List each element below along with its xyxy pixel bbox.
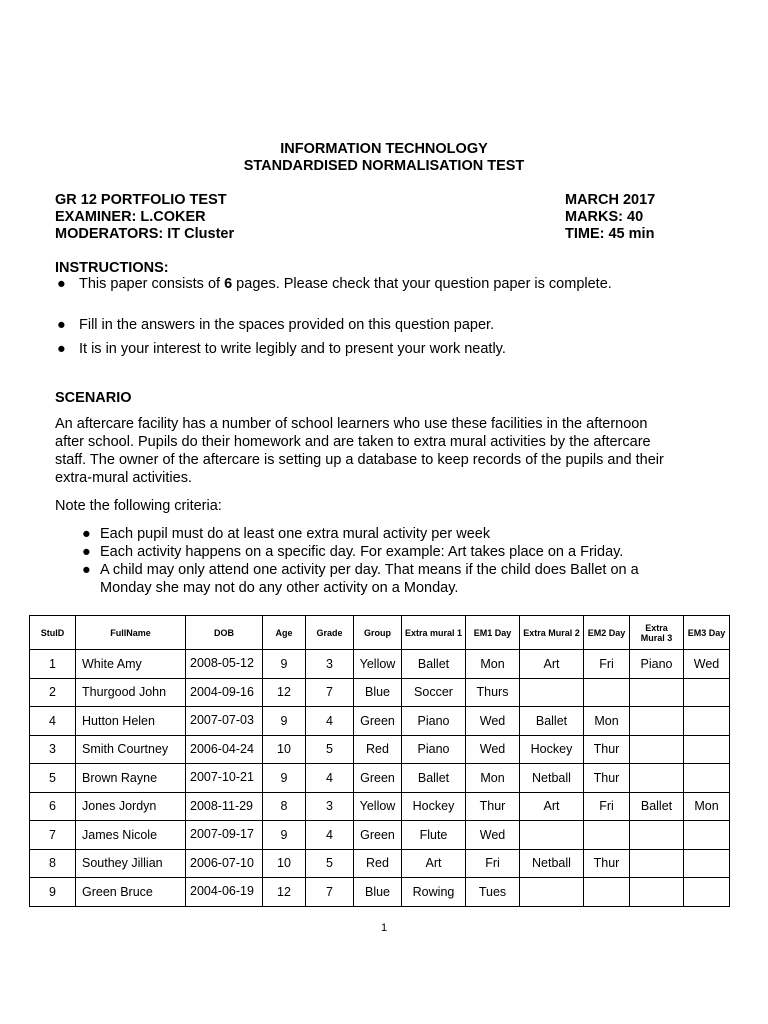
cell-em1-day: Fri [466,849,520,878]
criteria-intro: Note the following criteria: [55,498,222,514]
header-time: TIME: 45 min [565,226,655,242]
table-row [30,735,730,764]
cell-em2-day [584,678,630,707]
cell-extra-mural-2 [520,878,584,907]
cell-extra-mural-3 [630,678,684,707]
bullet-icon: ● [82,544,91,560]
cell-em1-day: Tues [466,878,520,907]
cell-group: Green [354,707,402,736]
cell-em2-day: Fri [584,650,630,679]
cell-extra-mural-2: Ballet [520,707,584,736]
cell-em3-day [684,678,730,707]
table-row [30,707,730,736]
cell-group: Blue [354,878,402,907]
cell-group: Yellow [354,792,402,821]
cell-em3-day: Mon [684,792,730,821]
cell-group: Red [354,849,402,878]
cell-grade: 5 [306,849,354,878]
cell-em2-day [584,821,630,850]
cell-em2-day: Thur [584,764,630,793]
cell-em3-day [684,849,730,878]
header-left-block [55,192,234,243]
cell-extra-mural-1: Ballet [402,764,466,793]
cell-age: 12 [263,878,306,907]
cell-extra-mural-1: Art [402,849,466,878]
table-body [30,650,730,907]
header-group: Group [354,616,402,650]
table-row [30,792,730,821]
cell-group: Green [354,764,402,793]
cell-age: 10 [263,735,306,764]
table-row [30,878,730,907]
cell-em1-day: Wed [466,707,520,736]
cell-extra-mural-1: Rowing [402,878,466,907]
bullet-icon: ● [57,276,66,292]
table-header-row [30,616,730,650]
cell-age: 12 [263,678,306,707]
table-row [30,650,730,679]
cell-em2-day [584,878,630,907]
cell-em2-day: Mon [584,707,630,736]
cell-em1-day: Wed [466,735,520,764]
cell-fullname: Thurgood John [76,678,186,707]
cell-dob: 2007-10-21 [186,764,263,793]
table-row [30,821,730,850]
header-examiner: EXAMINER: L.COKER [55,209,206,225]
cell-em1-day: Mon [466,650,520,679]
cell-extra-mural-2: Art [520,650,584,679]
cell-grade: 5 [306,735,354,764]
header-moderators: MODERATORS: IT Cluster [55,226,235,242]
instruction-item: ● Fill in the answers in the spaces provided on this question paper. [57,317,495,333]
cell-stuid: 2 [30,678,76,707]
table-row [30,764,730,793]
scenario-heading: SCENARIO [55,390,132,406]
table-row [30,678,730,707]
cell-stuid: 5 [30,764,76,793]
cell-grade: 7 [306,878,354,907]
cell-dob: 2008-11-29 [186,792,263,821]
cell-age: 9 [263,707,306,736]
cell-age: 9 [263,650,306,679]
header-em1-day: EM1 Day [466,616,520,650]
cell-dob: 2004-09-16 [186,678,263,707]
cell-extra-mural-1: Piano [402,735,466,764]
cell-grade: 4 [306,821,354,850]
cell-extra-mural-1: Hockey [402,792,466,821]
bullet-icon: ● [57,341,66,357]
bullet-icon: ● [57,317,66,333]
table-row [30,849,730,878]
cell-em3-day [684,764,730,793]
cell-group: Blue [354,678,402,707]
cell-stuid: 1 [30,650,76,679]
cell-fullname: Southey Jillian [76,849,186,878]
instructions-list-2 [55,317,675,334]
header-age: Age [263,616,306,650]
header-em2-day: EM2 Day [584,616,630,650]
cell-em2-day: Thur [584,849,630,878]
instructions-heading: INSTRUCTIONS: [55,260,169,276]
instructions-list-3 [55,341,675,358]
cell-stuid: 7 [30,821,76,850]
header-em3-day: EM3 Day [684,616,730,650]
cell-stuid: 4 [30,707,76,736]
cell-dob: 2006-04-24 [186,735,263,764]
cell-age: 10 [263,849,306,878]
cell-em1-day: Wed [466,821,520,850]
instruction-item: ● It is in your interest to write legibly and to present your work neatly. [57,341,506,357]
cell-extra-mural-3 [630,821,684,850]
cell-fullname: Hutton Helen [76,707,186,736]
page-number: 1 [380,922,388,934]
cell-extra-mural-2 [520,678,584,707]
header-marks: MARKS: 40 [565,209,644,225]
cell-group: Green [354,821,402,850]
cell-extra-mural-3 [630,849,684,878]
cell-grade: 7 [306,678,354,707]
cell-age: 9 [263,821,306,850]
cell-em3-day [684,878,730,907]
cell-dob: 2007-09-17 [186,821,263,850]
cell-extra-mural-1: Soccer [402,678,466,707]
cell-extra-mural-3 [630,878,684,907]
cell-em1-day: Thurs [466,678,520,707]
cell-extra-mural-2 [520,821,584,850]
cell-extra-mural-2: Netball [520,849,584,878]
cell-stuid: 9 [30,878,76,907]
criteria-item: ● A child may only attend one activity per day. That means if the child does Ballet on a Monday she may not do any other activity on a Monday. [82,562,639,596]
cell-em2-day: Thur [584,735,630,764]
cell-fullname: Jones Jordyn [76,792,186,821]
header-grade: Grade [306,616,354,650]
cell-em1-day: Mon [466,764,520,793]
cell-fullname: James Nicole [76,821,186,850]
cell-extra-mural-3: Ballet [630,792,684,821]
cell-em2-day: Fri [584,792,630,821]
cell-fullname: White Amy [76,650,186,679]
cell-group: Red [354,735,402,764]
header-fullname: FullName [76,616,186,650]
cell-extra-mural-1: Piano [402,707,466,736]
pupil-activity-table [29,615,730,907]
cell-stuid: 3 [30,735,76,764]
cell-dob: 2008-05-12 [186,650,263,679]
cell-group: Yellow [354,650,402,679]
header-dob: DOB [186,616,263,650]
header-right-block [565,192,655,243]
cell-age: 8 [263,792,306,821]
cell-grade: 3 [306,650,354,679]
cell-grade: 3 [306,792,354,821]
cell-dob: 2007-07-03 [186,707,263,736]
cell-stuid: 8 [30,849,76,878]
doc-title-line1: INFORMATION TECHNOLOGY [280,141,488,157]
cell-em3-day: Wed [684,650,730,679]
cell-fullname: Smith Courtney [76,735,186,764]
cell-extra-mural-2: Art [520,792,584,821]
cell-extra-mural-2: Hockey [520,735,584,764]
instructions-list [55,276,675,293]
cell-em3-day [684,735,730,764]
cell-em3-day [684,707,730,736]
doc-title-line2: STANDARDISED NORMALISATION TEST [243,158,525,174]
header-extra-mural-2: Extra Mural 2 [520,616,584,650]
cell-grade: 4 [306,764,354,793]
scenario-paragraph: An aftercare facility has a number of school learners who use these facilities in the afternoon after school. Pupils do their homework and are taken to extra mural activities by the aftercare staff. The owner of the aftercare is setting up a database to keep records of the pupils and their extra-mural activities. [55,416,664,486]
cell-fullname: Brown Rayne [76,764,186,793]
cell-extra-mural-3 [630,707,684,736]
cell-dob: 2006-07-10 [186,849,263,878]
header-extra-mural-1: Extra mural 1 [402,616,466,650]
cell-fullname: Green Bruce [76,878,186,907]
cell-extra-mural-1: Flute [402,821,466,850]
instruction-item: ● This paper consists of 6 pages. Please check that your question paper is complete. [57,276,612,292]
bullet-icon: ● [82,526,91,542]
bullet-icon: ● [82,562,91,578]
cell-em1-day: Thur [466,792,520,821]
criteria-item: ● Each activity happens on a specific day. For example: Art takes place on a Friday. [82,544,624,560]
cell-extra-mural-1: Ballet [402,650,466,679]
cell-grade: 4 [306,707,354,736]
header-date: MARCH 2017 [565,192,656,208]
criteria-item: ● Each pupil must do at least one extra mural activity per week [82,526,491,542]
cell-extra-mural-2: Netball [520,764,584,793]
cell-dob: 2004-06-19 [186,878,263,907]
header-extra-mural-3: Extra Mural 3 [630,616,684,650]
header-test-name: GR 12 PORTFOLIO TEST [55,192,227,208]
cell-extra-mural-3: Piano [630,650,684,679]
cell-extra-mural-3 [630,764,684,793]
cell-em3-day [684,821,730,850]
cell-extra-mural-3 [630,735,684,764]
cell-age: 9 [263,764,306,793]
cell-stuid: 6 [30,792,76,821]
criteria-list [80,525,680,597]
header-stuid: StuID [30,616,76,650]
